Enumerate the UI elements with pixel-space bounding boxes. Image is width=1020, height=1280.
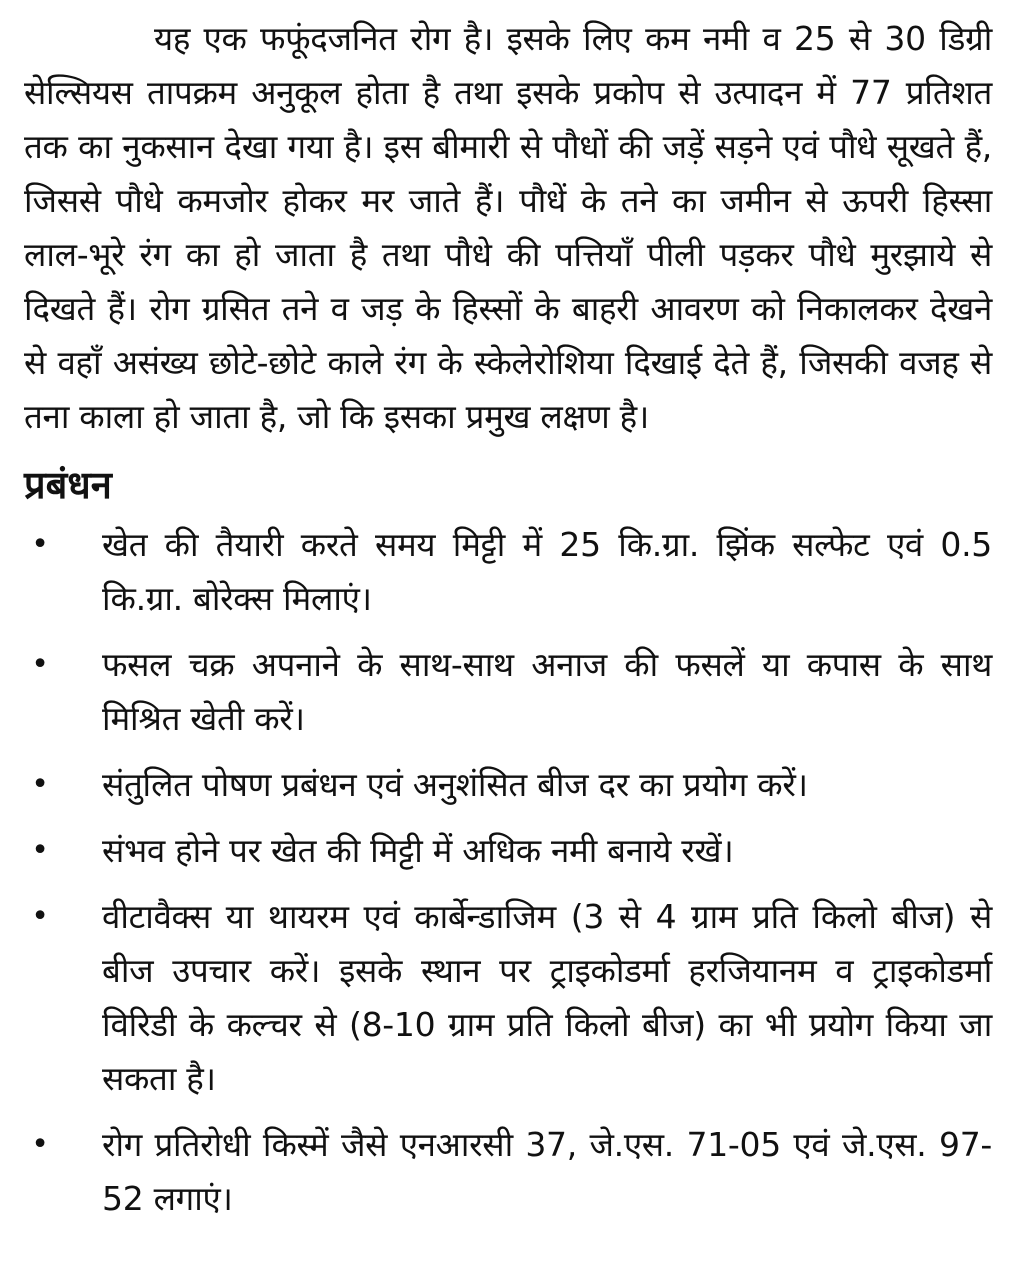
list-item [24,518,992,626]
list-item-text: वीटावैक्स या थायरम एवं कार्बेन्डाजिम (3 से 4 ग्राम प्रति किलो बीज) से बीज उपचार करें। इसके स्थान पर ट्राइकोडर्मा हरजियानम व ट्राइकोडर्मा विरिडी के कल्चर से (8-10 ग्राम प्रति किलो बीज) का भी प्रयोग किया जा सकता है। [102,897,992,1098]
list-item [24,1118,992,1226]
list-item-text: खेत की तैयारी करते समय मिट्टी में 25 कि.ग्रा. झिंक सल्फेट एवं 0.5 कि.ग्रा. बोरेक्स मिलाएं। [102,525,992,618]
bullet-icon: • [31,527,49,562]
list-item [24,758,992,812]
list-item [24,824,992,878]
list-item [24,890,992,1106]
bullet-icon: • [31,1127,49,1162]
list-item-text: संतुलित पोषण प्रबंधन एवं अनुशंसित बीज दर का प्रयोग करें। [102,765,808,804]
bullet-icon: • [31,899,49,934]
section-heading-management: प्रबंधन [24,463,112,507]
bullet-icon: • [31,767,49,802]
intro-paragraph: यह एक फफूंदजनित रोग है। इसके लिए कम नमी व 25 से 30 डिग्री सेल्सियस तापक्रम अनुकूल होता है तथा इसके प्रकोप से उत्पादन में 77 प्रतिशत तक का नुकसान देखा गया है। इस बीमारी से पौधों की जड़ें सड़ने एवं पौधे सूखते हैं, जिससे पौधे कमजोर होकर मर जाते हैं। पौधें के तने का जमीन से ऊपरी हिस्सा लाल-भूरे रंग का हो जाता है तथा पौधे की पत्तियाँ पीली पड़कर पौधे मुरझाये से दिखते हैं। रोग ग्रसित तने व जड़ के हिस्सों के बाहरी आवरण को निकालकर देखने से वहाँ असंख्य छोटे-छोटे काले रंग के स्केलेरोशिया दिखाई देते हैं, जिसकी वजह से तना काला हो जाता है, जो कि इसका प्रमुख लक्षण है। [24,19,992,436]
list-item-text: रोग प्रतिरोधी किस्में जैसे एनआरसी 37, जे.एस. 71-05 एवं जे.एस. 97-52 लगाएं। [102,1125,992,1218]
list-item [24,638,992,746]
list-item-text: फसल चक्र अपनाने के साथ-साथ अनाज की फसलें या कपास के साथ मिश्रित खेती करें। [102,645,992,738]
management-list [24,518,992,1226]
bullet-icon: • [31,833,49,868]
list-item-text: संभव होने पर खेत की मिट्टी में अधिक नमी बनाये रखें। [102,831,734,870]
bullet-icon: • [31,647,49,682]
